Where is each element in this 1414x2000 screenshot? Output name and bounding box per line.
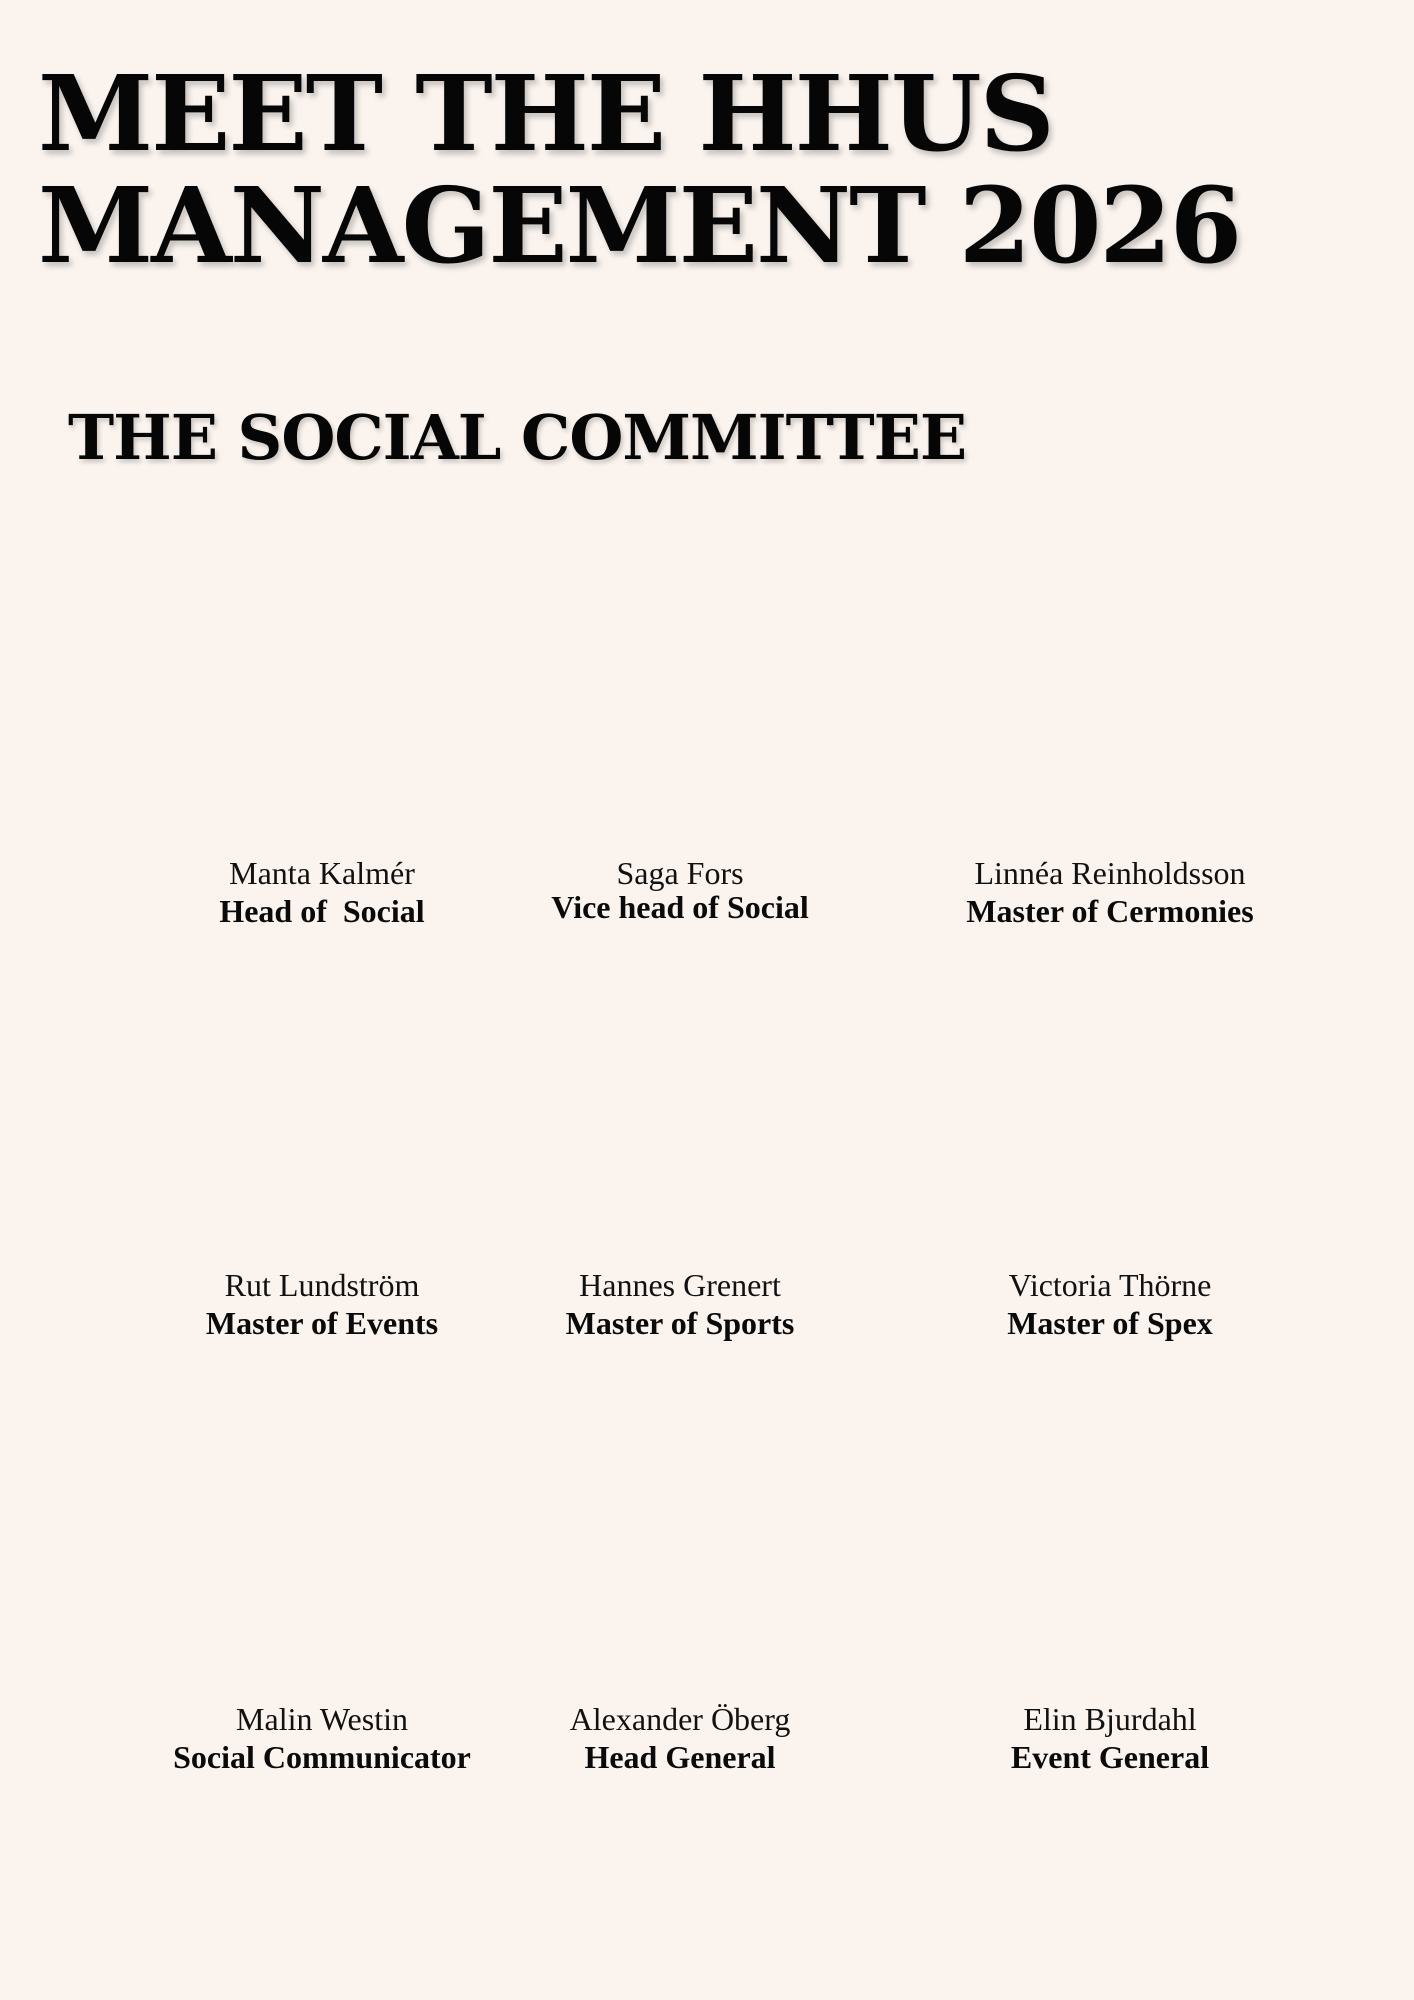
member-card xyxy=(470,1700,890,1776)
member-name: Rut Lundström xyxy=(224,1267,420,1303)
member-card xyxy=(112,1266,532,1342)
member-card xyxy=(470,1266,890,1342)
member-role: Social Communicator xyxy=(173,1739,471,1775)
member-card xyxy=(112,1700,532,1776)
member-role: Master of Cermonies xyxy=(966,893,1254,929)
member-name: Saga Fors xyxy=(616,855,744,891)
member-name: Victoria Thörne xyxy=(1008,1267,1212,1303)
member-card xyxy=(900,1700,1320,1776)
member-role: Vice head of Social xyxy=(551,889,809,925)
member-name: Hannes Grenert xyxy=(579,1267,781,1303)
page-title xyxy=(38,52,1378,287)
member-name: Linnéa Reinholdsson xyxy=(974,855,1246,891)
member-role: Head General xyxy=(584,1739,776,1775)
member-name: Elin Bjurdahl xyxy=(1023,1701,1197,1737)
member-role: Head of Social xyxy=(219,893,425,929)
page-title-line-2: MANAGEMENT 2026 xyxy=(38,164,1241,287)
section-title: THE SOCIAL COMMITTEE xyxy=(68,401,967,474)
member-card xyxy=(470,854,890,926)
member-card xyxy=(900,1266,1320,1342)
member-name: Manta Kalmér xyxy=(229,855,415,891)
member-role: Master of Sports xyxy=(565,1305,795,1341)
member-name: Alexander Öberg xyxy=(569,1701,791,1737)
member-role: Event General xyxy=(1010,1739,1210,1775)
member-name: Malin Westin xyxy=(236,1701,408,1737)
member-role: Master of Spex xyxy=(1007,1305,1213,1341)
page-title-line-1: MEET THE HHUS xyxy=(38,52,1053,175)
member-card xyxy=(112,854,532,930)
member-role: Master of Events xyxy=(205,1305,439,1341)
member-card xyxy=(900,854,1320,930)
